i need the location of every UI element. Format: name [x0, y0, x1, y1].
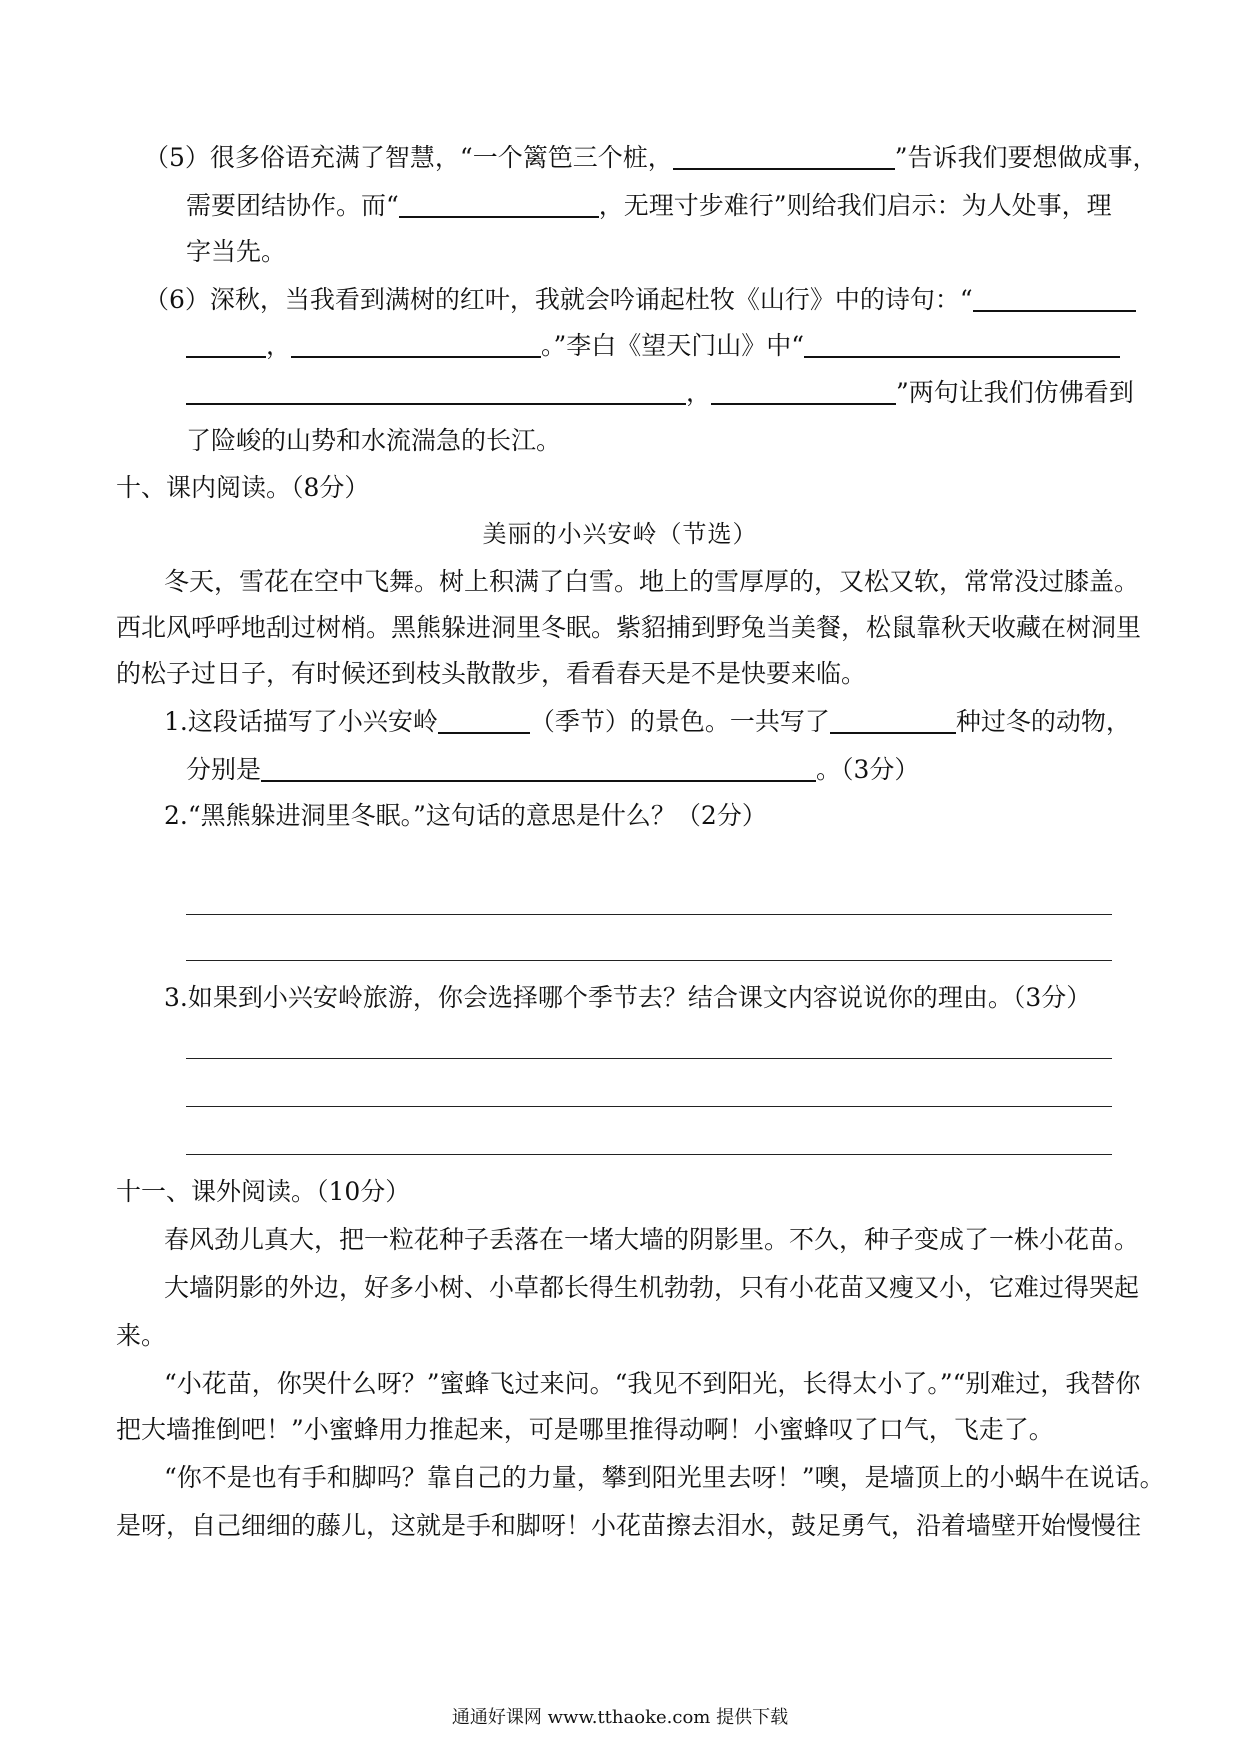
passage-line: 西北风呼呼地刮过树梢。黑熊躲进洞里冬眠。紫貂捕到野兔当美餐，松鼠靠秋天收藏在树洞里 [116, 613, 1142, 642]
q6-blank-3[interactable] [291, 334, 541, 358]
q6-blank-2[interactable] [186, 334, 266, 358]
passage-line: 把大墙推倒吧！”小蜜蜂用力推起来，可是哪里推得动啊！小蜜蜂叹了口气，飞走了。 [116, 1415, 1054, 1444]
q5-line2: 需要团结协作。而“ ，无理寸步难行”则给我们启示：为人处事，理 [186, 191, 1112, 220]
q6-blank-1[interactable] [973, 288, 1136, 312]
answer-line[interactable] [186, 1058, 1112, 1059]
section11-heading: 十一、课外阅读。（10分） [116, 1177, 411, 1206]
answer-line[interactable] [186, 960, 1112, 961]
q6-blank-5[interactable] [186, 381, 686, 405]
passage-line: 的松子过日子，有时候还到枝头散散步，看看春天是不是快要来临。 [116, 659, 867, 688]
footer-credit: 通通好课网 www.tthaoke.com 提供下载 [451, 1707, 789, 1728]
q6-blank-6[interactable] [711, 381, 896, 405]
q5-blank-2[interactable] [399, 194, 599, 218]
passage-line: 来。 [116, 1321, 167, 1350]
answer-line[interactable] [186, 1106, 1112, 1107]
q1-line1: 1.这段话描写了小兴安岭 （季节）的景色。一共写了 种过冬的动物， [164, 707, 1131, 736]
q3-text: 3.如果到小兴安岭旅游，你会选择哪个季节去？结合课文内容说说你的理由。（3分） [164, 983, 1092, 1012]
passage-line: 是呀，自己细细的藤儿，这就是手和脚呀！小花苗擦去泪水，鼓足勇气，沿着墙壁开始慢慢往 [116, 1511, 1142, 1540]
passage-line: “你不是也有手和脚吗？靠自己的力量，攀到阳光里去呀！”噢，是墙顶上的小蜗牛在说话。 [164, 1463, 1165, 1492]
answer-line[interactable] [186, 914, 1112, 915]
passage-line: 春风劲儿真大，把一粒花种子丢落在一堵大墙的阴影里。不久，种子变成了一株小花苗。 [164, 1225, 1140, 1254]
q5-blank-1[interactable] [673, 146, 895, 170]
passage-title: 美丽的小兴安岭（节选） [482, 520, 758, 548]
q5-line3: 字当先。 [186, 237, 287, 266]
passage-line: 冬天，雪花在空中飞舞。树上积满了白雪。地上的雪厚厚的，又松又软，常常没过膝盖。 [164, 567, 1140, 596]
section10-heading: 十、课内阅读。（8分） [116, 473, 370, 502]
q6-line2: ， 。”李白《望天门山》中“ [186, 330, 1120, 362]
answer-line[interactable] [186, 1154, 1112, 1155]
q1-line2: 分别是 。（3分） [186, 755, 920, 784]
passage-line: “小花苗，你哭什么呀？”蜜蜂飞过来问。“我见不到阳光，长得太小了。”“别难过，我替你 [164, 1369, 1141, 1398]
q1-blank-count[interactable] [830, 710, 956, 734]
q6-line3: ， ”两句让我们仿佛看到 [186, 377, 1134, 409]
passage-line: 大墙阴影的外边，好多小树、小草都长得生机勃勃，只有小花苗又瘦又小，它难过得哭起 [164, 1273, 1140, 1302]
q1-blank-season[interactable] [438, 710, 530, 734]
q6-line1: （6）深秋，当我看到满树的红叶，我就会吟诵起杜牧《山行》中的诗句：“ [144, 284, 1136, 316]
q2-text: 2.“黑熊躲进洞里冬眠。”这句话的意思是什么？（2分） [164, 801, 767, 830]
q1-blank-animals[interactable] [261, 758, 816, 782]
q5-line1: （5）很多俗语充满了智慧，“一个篱笆三个桩， ”告诉我们要想做成事， [144, 143, 1158, 172]
q6-line4: 了险峻的山势和水流湍急的长江。 [186, 426, 562, 455]
q6-blank-4[interactable] [804, 334, 1120, 358]
